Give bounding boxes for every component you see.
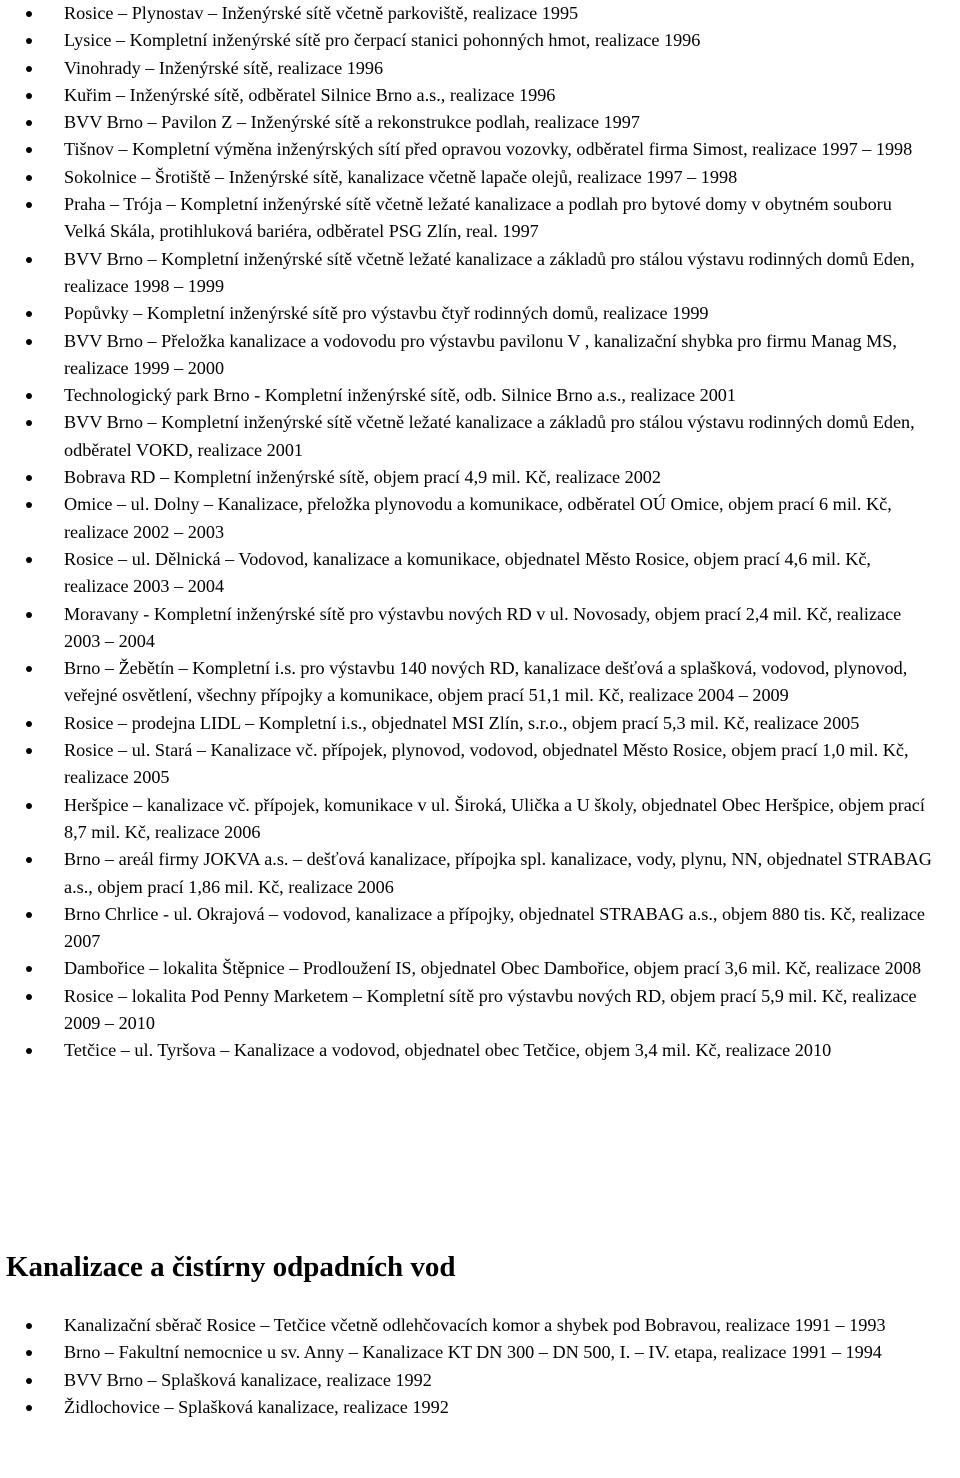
list-item: Moravany - Kompletní inženýrské sítě pro výstavbu nových RD v ul. Novosady, objem prací 2,4 mil. Kč, realizace 2003 – 2004 <box>0 601 960 656</box>
list-item: Lysice – Kompletní inženýrské sítě pro čerpací stanici pohonných hmot, realizace 1996 <box>0 27 960 54</box>
bullet-icon <box>26 66 32 72</box>
list-item: Rosice – lokalita Pod Penny Marketem – Kompletní sítě pro výstavbu nových RD, objem prací 5,9 mil. Kč, realizace 2009 – 2010 <box>0 983 960 1038</box>
bullet-icon <box>26 1350 32 1356</box>
bullet-icon <box>26 1323 32 1329</box>
bullet-icon <box>26 257 32 263</box>
list-item: Dambořice – lokalita Štěpnice – Prodloužení IS, objednatel Obec Dambořice, objem prací 3,6 mil. Kč, realizace 2008 <box>0 955 960 982</box>
bullet-icon <box>26 93 32 99</box>
bullet-icon <box>26 202 32 208</box>
bullet-icon <box>26 502 32 508</box>
list-item: Sokolnice – Šrotiště – Inženýrské sítě, kanalizace včetně lapače olejů, realizace 1997 – 1998 <box>0 164 960 191</box>
list-item: Tetčice – ul. Tyršova – Kanalizace a vodovod, objednatel obec Tetčice, objem 3,4 mil. Kč, realizace 2010 <box>0 1037 960 1064</box>
list-item: Rosice – prodejna LIDL – Kompletní i.s., objednatel MSI Zlín, s.r.o., objem prací 5,3 mil. Kč, realizace 2005 <box>0 710 960 737</box>
bullet-icon <box>26 803 32 809</box>
list-item: Kanalizační sběrač Rosice – Tetčice včetně odlehčovacích komor a shybek pod Bobravou, realizace 1991 – 1993 <box>0 1312 960 1339</box>
bullet-icon <box>26 1048 32 1054</box>
bullet-icon <box>26 11 32 17</box>
bullet-icon <box>26 748 32 754</box>
list-item: BVV Brno – Pavilon Z – Inženýrské sítě a rekonstrukce podlah, realizace 1997 <box>0 109 960 136</box>
bullet-icon <box>26 339 32 345</box>
bullet-icon <box>26 147 32 153</box>
list-item: Brno – Fakultní nemocnice u sv. Anny – Kanalizace KT DN 300 – DN 500, I. – IV. etapa, realizace 1991 – 1994 <box>0 1339 960 1366</box>
list-item: Brno – Žebětín – Kompletní i.s. pro výstavbu 140 nových RD, kanalizace dešťová a splašková, vodovod, plynovod, veřejné osvětlení, všechny přípojky a komunikace, objem prací 51,1 mil. Kč, realizace 2004 – 2009 <box>0 655 960 710</box>
bullet-icon <box>26 966 32 972</box>
list-item: Omice – ul. Dolny – Kanalizace, přeložka plynovodu a komunikace, odběratel OÚ Omice, objem prací 6 mil. Kč, realizace 2002 – 2003 <box>0 491 960 546</box>
bullet-icon <box>26 994 32 1000</box>
list-item: Technologický park Brno - Kompletní inženýrské sítě, odb. Silnice Brno a.s., realizace 2001 <box>0 382 960 409</box>
bullet-icon <box>26 120 32 126</box>
bullet-icon <box>26 475 32 481</box>
list-item: BVV Brno – Přeložka kanalizace a vodovodu pro výstavbu pavilonu V , kanalizační shybka pro firmu Manag MS, realizace 1999 – 2000 <box>0 328 960 383</box>
list-item: Židlochovice – Splašková kanalizace, realizace 1992 <box>0 1394 960 1421</box>
list-item: Rosice – ul. Dělnická – Vodovod, kanalizace a komunikace, objednatel Město Rosice, objem prací 4,6 mil. Kč, realizace 2003 – 2004 <box>0 546 960 601</box>
list-item: Tišnov – Kompletní výměna inženýrských sítí před opravou vozovky, odběratel firma Simost, realizace 1997 – 1998 <box>0 136 960 163</box>
bullet-icon <box>26 912 32 918</box>
list-item: Bobrava RD – Kompletní inženýrské sítě, objem prací 4,9 mil. Kč, realizace 2002 <box>0 464 960 491</box>
list-item: BVV Brno – Kompletní inženýrské sítě včetně ležaté kanalizace a základů pro stálou výstavu rodinných domů Eden, odběratel VOKD, realizace 2001 <box>0 409 960 464</box>
bullet-icon <box>26 38 32 44</box>
list-item: BVV Brno – Splašková kanalizace, realizace 1992 <box>0 1367 960 1394</box>
list-item: BVV Brno – Kompletní inženýrské sítě včetně ležaté kanalizace a základů pro stálou výstavu rodinných domů Eden, realizace 1998 – 1999 <box>0 246 960 301</box>
list-item: Heršpice – kanalizace vč. přípojek, komunikace v ul. Široká, Ulička a U školy, objednatel Obec Heršpice, objem prací 8,7 mil. Kč, realizace 2006 <box>0 792 960 847</box>
bullet-icon <box>26 612 32 618</box>
bullet-icon <box>26 175 32 181</box>
section-heading: Kanalizace a čistírny odpadních vod <box>6 1251 456 1283</box>
bullet-icon <box>26 311 32 317</box>
bullet-icon <box>26 857 32 863</box>
list-item: Vinohrady – Inženýrské sítě, realizace 1996 <box>0 55 960 82</box>
bullet-icon <box>26 721 32 727</box>
list-item: Rosice – Plynostav – Inženýrské sítě včetně parkoviště, realizace 1995 <box>0 0 960 27</box>
list-item: Rosice – ul. Stará – Kanalizace vč. přípojek, plynovod, vodovod, objednatel Město Rosice, objem prací 1,0 mil. Kč, realizace 2005 <box>0 737 960 792</box>
list-item: Kuřim – Inženýrské sítě, odběratel Silnice Brno a.s., realizace 1996 <box>0 82 960 109</box>
bullet-icon <box>26 1378 32 1384</box>
list-item: Popůvky – Kompletní inženýrské sítě pro výstavbu čtyř rodinných domů, realizace 1999 <box>0 300 960 327</box>
bullet-icon <box>26 393 32 399</box>
bullet-icon <box>26 1405 32 1411</box>
bullet-icon <box>26 666 32 672</box>
list-item: Brno Chrlice - ul. Okrajová – vodovod, kanalizace a přípojky, objednatel STRABAG a.s., objem 880 tis. Kč, realizace 2007 <box>0 901 960 956</box>
list-item: Brno – areál firmy JOKVA a.s. – dešťová kanalizace, přípojka spl. kanalizace, vody, plynu, NN, objednatel STRABAG a.s., objem prací 1,86 mil. Kč, realizace 2006 <box>0 846 960 901</box>
bullet-icon <box>26 420 32 426</box>
list-item: Praha – Trója – Kompletní inženýrské sítě včetně ležaté kanalizace a podlah pro bytové domy v obytném souboru Velká Skála, protihluková bariéra, odběratel PSG Zlín, real. 1997 <box>0 191 960 246</box>
sewer-project-list <box>0 1312 960 1421</box>
bullet-icon <box>26 557 32 563</box>
